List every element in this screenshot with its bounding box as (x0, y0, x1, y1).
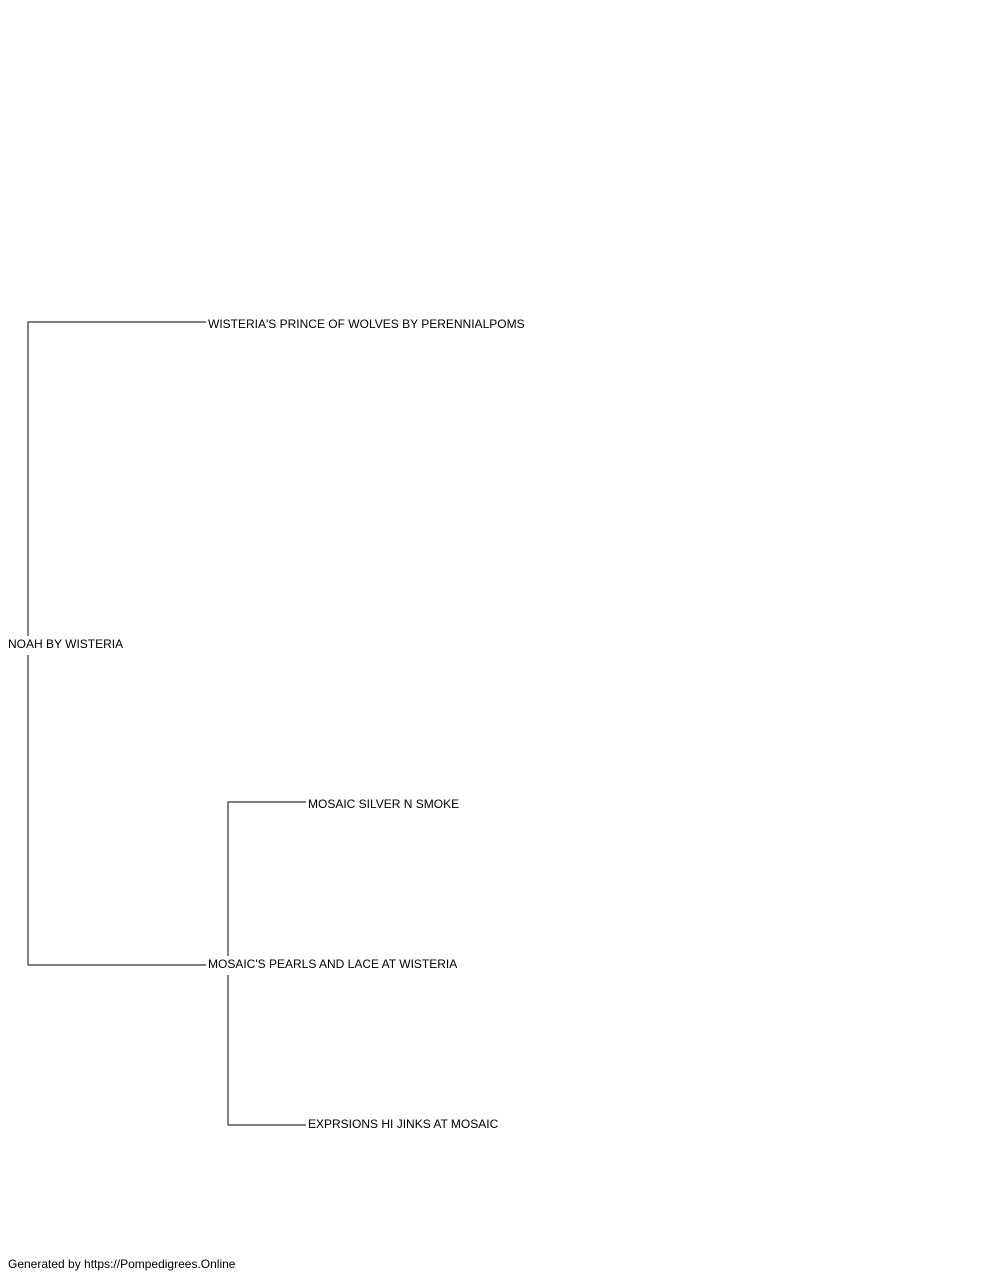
dam-dam-name: EXPRSIONS HI JINKS AT MOSAIC (308, 1117, 499, 1131)
connector-root-to-dam (28, 655, 206, 965)
subject-name: NOAH BY WISTERIA (8, 637, 124, 651)
sire-name: WISTERIA'S PRINCE OF WOLVES BY PERENNIALPOMS (208, 317, 525, 331)
connector-dam-to-damdam (228, 975, 306, 1125)
connector-dam-to-damsire (228, 802, 306, 956)
dam-sire-name: MOSAIC SILVER N SMOKE (308, 797, 460, 811)
dam-name: MOSAIC'S PEARLS AND LACE AT WISTERIA (208, 957, 458, 971)
generated-by-footer: Generated by https://Pompedigrees.Online (8, 1257, 236, 1271)
connector-root-to-sire (28, 322, 206, 636)
